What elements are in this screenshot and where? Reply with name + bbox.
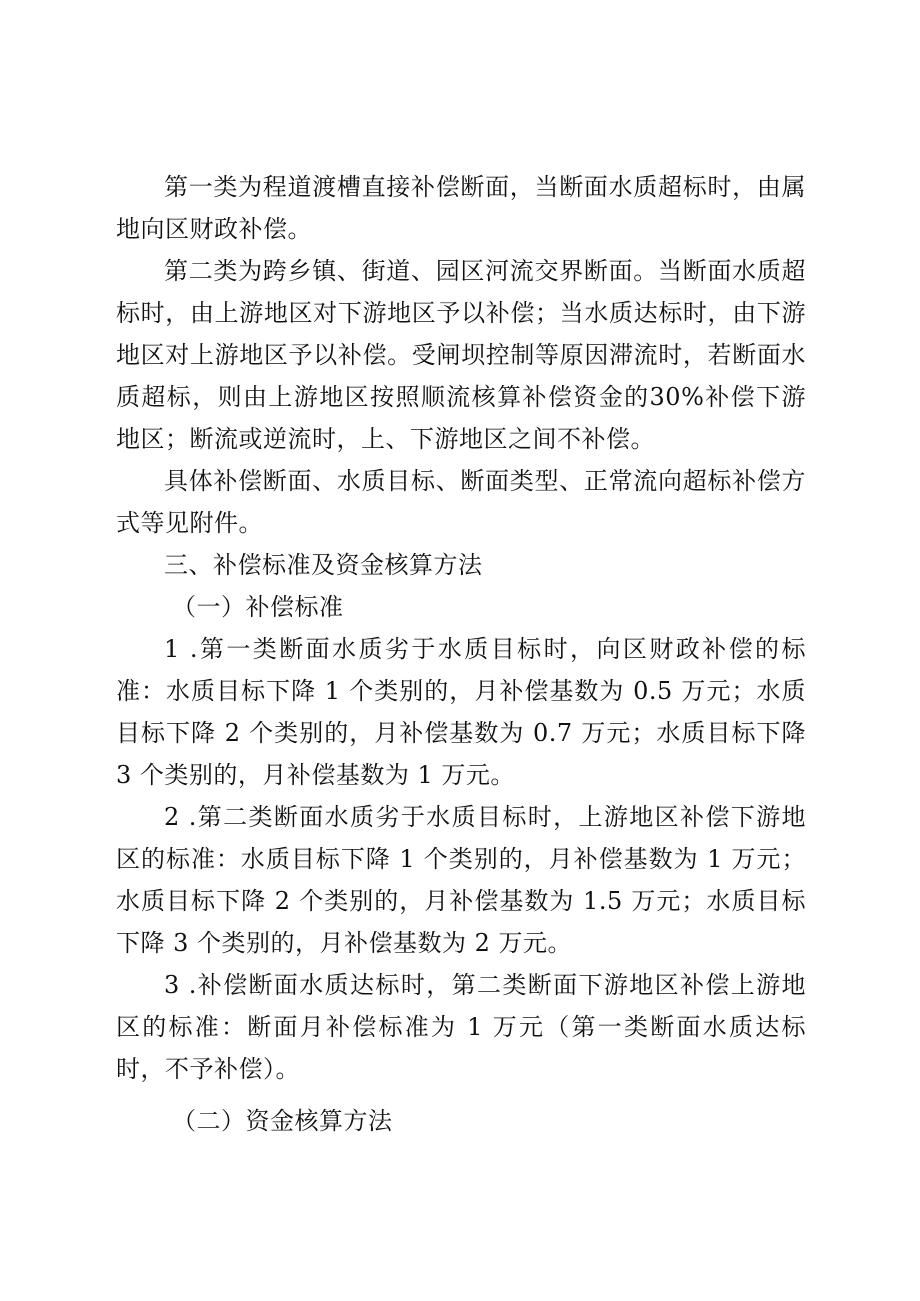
subsection-one-heading: （一）补偿标准 — [172, 593, 344, 621]
standard-item-2: 2 .第二类断面水质劣于水质目标时，上游地区补偿下游地区的标准：水质目标下降 1 个类别的，月补偿基数为 1 万元；水质目标下降 2 个类别的，月补偿基数为 1.5 万元；水质目标下降 3 个类别的，月补偿基数为 2 万元。 — [116, 803, 806, 957]
section-three-heading: 三、补偿标准及资金核算方法 — [164, 551, 483, 579]
standard-item-3: 3 .补偿断面水质达标时，第二类断面下游地区补偿上游地区的标准：断面月补偿标准为 1 万元（第一类断面水质达标时，不予补偿）。 — [116, 971, 806, 1083]
paragraph-attachment-note: 具体补偿断面、水质目标、断面类型、正常流向超标补偿方式等见附件。 — [116, 467, 806, 537]
paragraph-category-one: 第一类为程道渡槽直接补偿断面，当断面水质超标时，由属地向区财政补偿。 — [116, 173, 806, 243]
subsection-two-heading: （二）资金核算方法 — [172, 1107, 393, 1135]
standard-item-1: 1 .第一类断面水质劣于水质目标时，向区财政补偿的标准：水质目标下降 1 个类别的，月补偿基数为 0.5 万元；水质目标下降 2 个类别的，月补偿基数为 0.7 万元；水质目标下降 3 个类别的，月补偿基数为 1 万元。 — [116, 635, 806, 789]
paragraph-category-two: 第二类为跨乡镇、街道、园区河流交界断面。当断面水质超标时，由上游地区对下游地区予以补偿；当水质达标时，由下游地区对上游地区予以补偿。受闸坝控制等原因滞流时，若断面水质超标，则由上游地区按照顺流核算补偿资金的30%补偿下游地区；断流或逆流时，上、下游地区之间不补偿。 — [116, 257, 806, 453]
document-body — [116, 166, 806, 1142]
